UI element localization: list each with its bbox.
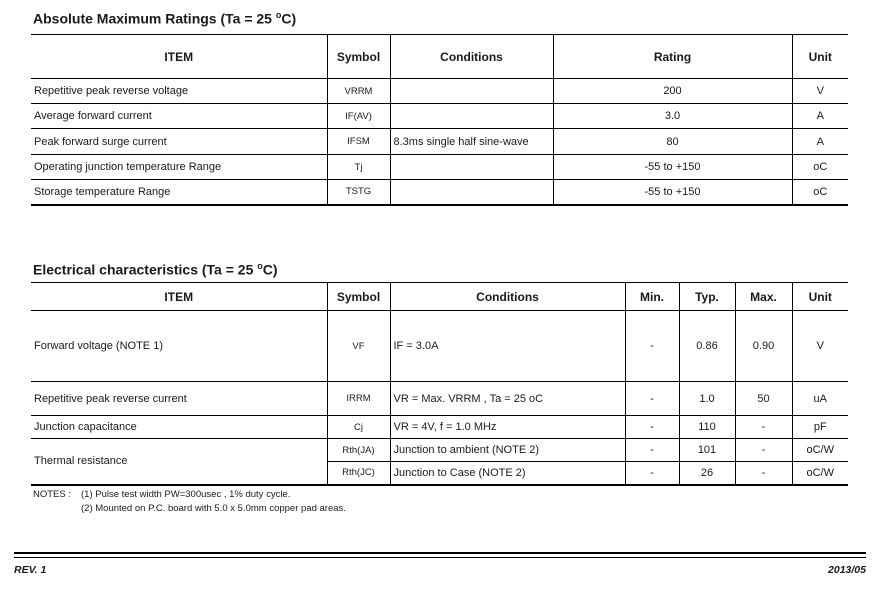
- elec-unit: oC/W: [792, 462, 848, 485]
- elec-typ: 1.0: [679, 382, 735, 416]
- abs-item: Repetitive peak reverse voltage: [34, 85, 189, 97]
- elec-typ: 110: [679, 416, 735, 439]
- elec-item: Junction capacitance: [34, 421, 137, 433]
- elec-unit: uA: [792, 382, 848, 416]
- abs-symbol: TSTG: [327, 180, 390, 205]
- elec-symbol: VF: [327, 311, 390, 382]
- elec-typ: 101: [679, 439, 735, 462]
- abs-unit: A: [792, 129, 848, 155]
- elec-unit: oC/W: [792, 439, 848, 462]
- abs-rating: 200: [553, 79, 792, 104]
- abs-conditions: [390, 104, 553, 129]
- elec-unit: pF: [792, 416, 848, 439]
- note-2: (2) Mounted on P.C. board with 5.0 x 5.0mm copper pad areas.: [81, 503, 346, 514]
- footer-rule-thin: [14, 557, 866, 558]
- elec-symbol: IRRM: [327, 382, 390, 416]
- elec-conditions: Junction to Case (NOTE 2): [390, 462, 625, 485]
- abs-conditions: [390, 180, 553, 205]
- abs-unit: oC: [792, 180, 848, 205]
- elec-min: -: [625, 439, 679, 462]
- elec-conditions: IF = 3.0A: [390, 311, 625, 382]
- elec-header-min: Min.: [625, 283, 679, 311]
- abs-rating: 80: [553, 129, 792, 155]
- abs-title-text: Absolute Maximum Ratings (Ta = 25: [33, 10, 276, 27]
- abs-title-degree: o: [275, 10, 282, 20]
- elec-min: -: [625, 416, 679, 439]
- table-row: [31, 311, 848, 382]
- elec-unit: V: [792, 311, 848, 382]
- elec-typ: 26: [679, 462, 735, 485]
- abs-unit: A: [792, 104, 848, 129]
- elec-header-item: ITEM: [164, 289, 194, 304]
- abs-unit: V: [792, 79, 848, 104]
- table-row: [31, 382, 848, 416]
- abs-conditions: [390, 155, 553, 180]
- abs-ratings-table: [31, 34, 848, 206]
- elec-max: -: [735, 462, 792, 485]
- table-row: [31, 439, 848, 462]
- footer-rule-thick: [14, 552, 866, 554]
- elec-header-max: Max.: [735, 283, 792, 311]
- elec-title-end: C): [262, 261, 278, 278]
- elec-conditions: VR = 4V, f = 1.0 MHz: [390, 416, 625, 439]
- abs-header-item: ITEM: [164, 49, 194, 64]
- table-row: [31, 104, 848, 129]
- abs-symbol: Tj: [327, 155, 390, 180]
- elec-title: [33, 261, 278, 278]
- abs-rating: 3.0: [553, 104, 792, 129]
- revision-label: REV. 1: [14, 564, 47, 576]
- abs-item: Average forward current: [34, 110, 152, 122]
- elec-header-unit: Unit: [792, 283, 848, 311]
- note-row-2: [33, 502, 346, 516]
- abs-header-conditions: Conditions: [390, 35, 553, 79]
- elec-symbol: Cj: [327, 416, 390, 439]
- elec-conditions: VR = Max. VRRM , Ta = 25 oC: [390, 382, 625, 416]
- notes: [33, 488, 346, 516]
- abs-item: Operating junction temperature Range: [34, 161, 222, 173]
- elec-symbol: Rth(JC): [327, 462, 390, 485]
- elec-max: -: [735, 439, 792, 462]
- table-row: [31, 155, 848, 180]
- notes-label: NOTES :: [33, 489, 72, 500]
- elec-min: -: [625, 311, 679, 382]
- elec-item: Thermal resistance: [34, 455, 128, 468]
- abs-conditions: [390, 79, 553, 104]
- note-1: (1) Pulse test width PW=300usec , 1% duty cycle.: [81, 489, 291, 500]
- elec-header-conditions: Conditions: [390, 283, 625, 311]
- abs-header-rating: Rating: [553, 35, 792, 79]
- elec-typ: 0.86: [679, 311, 735, 382]
- abs-rating: -55 to +150: [553, 180, 792, 205]
- abs-conditions: 8.3ms single half sine-wave: [390, 129, 553, 155]
- note-row-1: [33, 488, 346, 502]
- abs-symbol: IF(AV): [327, 104, 390, 129]
- table-row: [31, 129, 848, 155]
- abs-rating: -55 to +150: [553, 155, 792, 180]
- elec-title-text: Electrical characteristics (Ta = 25: [33, 261, 258, 278]
- abs-item: Peak forward surge current: [34, 135, 167, 148]
- abs-unit: oC: [792, 155, 848, 180]
- elec-min: -: [625, 382, 679, 416]
- abs-symbol: VRRM: [327, 79, 390, 104]
- abs-item: Storage temperature Range: [34, 185, 171, 198]
- elec-min: -: [625, 462, 679, 485]
- elec-char-table: [31, 282, 848, 486]
- abs-ratings-title: [33, 10, 296, 27]
- elec-symbol: Rth(JA): [327, 439, 390, 462]
- abs-symbol: IFSM: [327, 129, 390, 155]
- elec-item: Forward voltage (NOTE 1): [34, 340, 163, 352]
- date-label: 2013/05: [828, 564, 866, 576]
- elec-header-symbol: Symbol: [327, 283, 390, 311]
- table-row: [31, 416, 848, 439]
- elec-max: 50: [735, 382, 792, 416]
- elec-header-typ: Typ.: [679, 283, 735, 311]
- elec-max: -: [735, 416, 792, 439]
- table-row: [31, 180, 848, 205]
- elec-title-degree: o: [257, 261, 263, 271]
- table-row: [31, 79, 848, 104]
- abs-header-symbol: Symbol: [327, 35, 390, 79]
- abs-header-unit: Unit: [792, 35, 848, 79]
- abs-title-end: C): [281, 10, 297, 27]
- elec-conditions: Junction to ambient (NOTE 2): [390, 439, 625, 462]
- elec-max: 0.90: [735, 311, 792, 382]
- elec-item: Repetitive peak reverse current: [34, 392, 187, 405]
